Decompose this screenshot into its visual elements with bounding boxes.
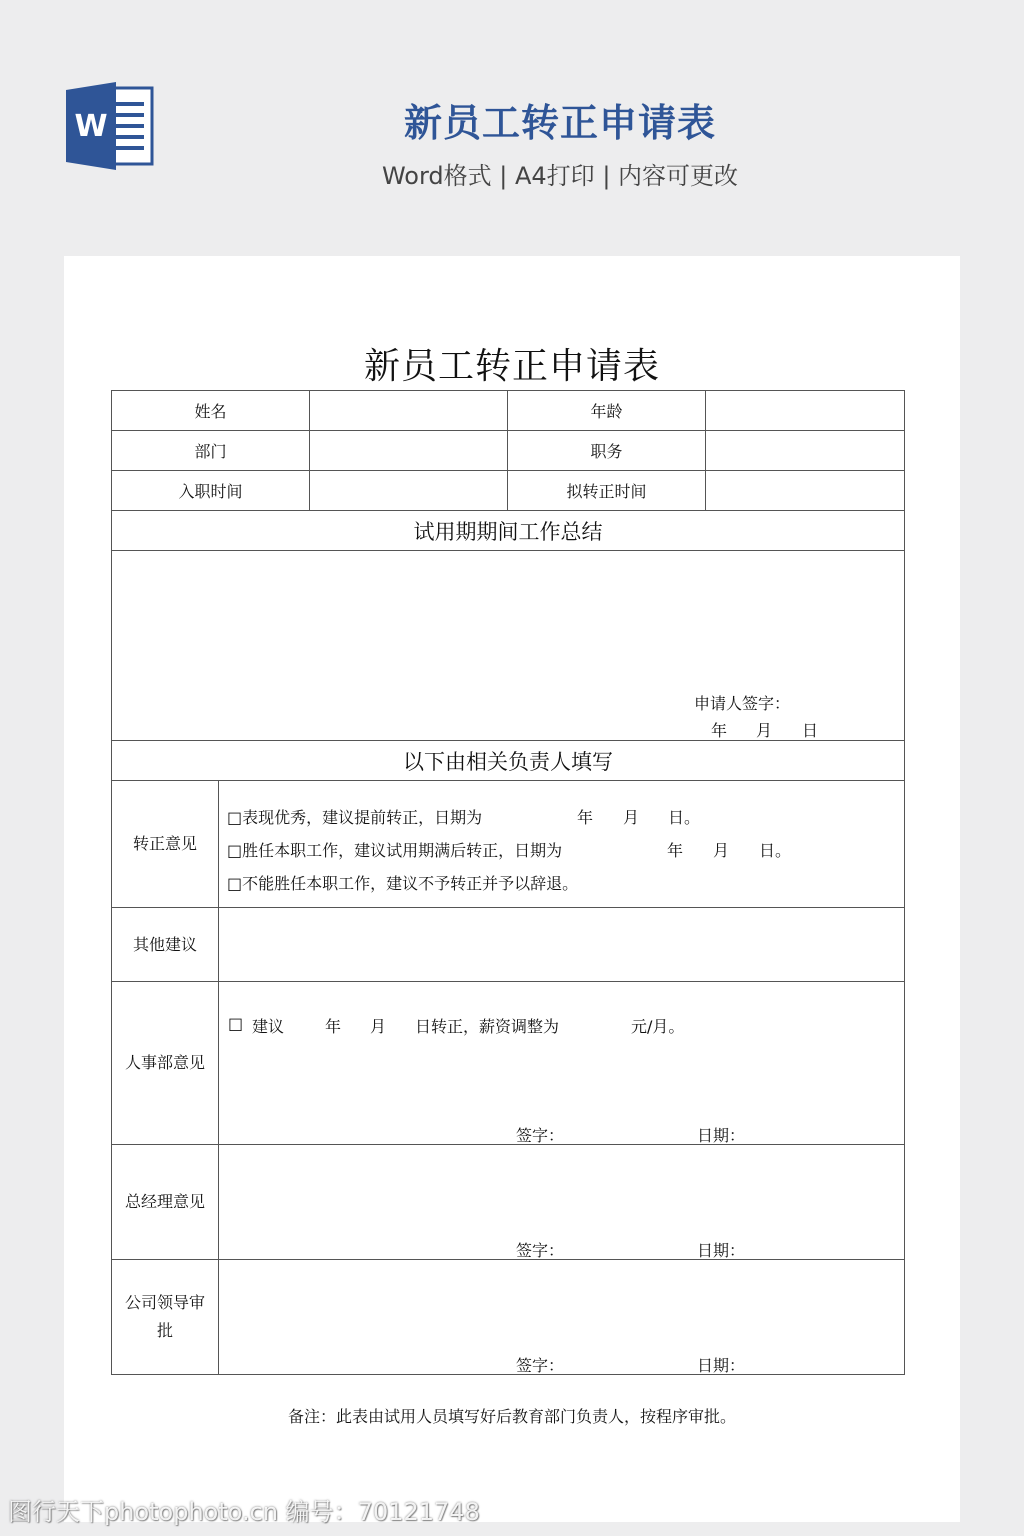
leader-label: 公司领导审批 [112, 1260, 219, 1375]
gm-sign-label: 签字： [516, 1241, 565, 1260]
hr-suggest: 建议 [252, 1017, 285, 1036]
opinion-early-month: 月 [623, 808, 640, 827]
applicant-signature-label: 申请人签字： [694, 694, 791, 713]
label-entry-date: 入职时间 [112, 471, 310, 511]
opinion-option-normal[interactable] [227, 838, 562, 861]
other-field[interactable] [219, 908, 905, 982]
info-row-department [112, 431, 905, 471]
hr-row [112, 982, 905, 1145]
opinion-label: 转正意见 [112, 781, 219, 908]
label-name: 姓名 [112, 391, 310, 431]
label-age: 年龄 [508, 391, 706, 431]
summary-date-year: 年 [711, 721, 728, 740]
hr-content[interactable] [219, 982, 905, 1145]
footnote: 备注：此表由试用人员填写好后教育部门负责人，按程序审批。 [287, 1407, 736, 1426]
gm-row [112, 1145, 905, 1260]
other-row [112, 908, 905, 982]
word-document-icon [64, 80, 156, 172]
hr-date-label: 日期： [697, 1126, 746, 1145]
opinion-option-reject-text: □不能胜任本职工作，建议不予转正并予以辞退。 [227, 874, 579, 893]
summary-date-month: 月 [756, 721, 773, 740]
summary-area[interactable] [112, 551, 905, 741]
leader-sign-label: 签字： [516, 1356, 565, 1375]
info-row-name [112, 391, 905, 431]
label-planned-date: 拟转正时间 [508, 471, 706, 511]
word-icon-letter: W [74, 109, 108, 144]
leader-date-label: 日期： [697, 1356, 746, 1375]
hr-day-text: 日转正，薪资调整为 [415, 1017, 560, 1036]
hr-month: 月 [370, 1017, 387, 1036]
opinion-normal-month: 月 [713, 841, 730, 860]
document-page [64, 256, 960, 1522]
field-planned-date[interactable] [706, 471, 905, 511]
field-department[interactable] [310, 431, 508, 471]
opinion-option-normal-text: □胜任本职工作，建议试用期满后转正，日期为 [227, 841, 563, 860]
opinion-early-year: 年 [577, 808, 594, 827]
fill-heading: 以下由相关负责人填写 [112, 741, 905, 781]
document-title: 新员工转正申请表 [363, 346, 660, 387]
opinion-option-early[interactable] [227, 805, 482, 828]
leader-row [112, 1260, 905, 1375]
opinion-normal-day: 日。 [759, 841, 792, 860]
opinion-content [219, 781, 905, 908]
other-label: 其他建议 [112, 908, 219, 982]
hr-checkbox[interactable]: □ [228, 1014, 244, 1033]
info-row-dates [112, 471, 905, 511]
gm-date-label: 日期： [697, 1241, 746, 1260]
opinion-row [112, 781, 905, 908]
banner-subtitle: Word格式 | A4打印 | 内容可更改 [381, 162, 739, 190]
hr-year: 年 [325, 1017, 342, 1036]
watermark: 图行天下photophoto.cn 编号：70121748 [8, 1498, 480, 1526]
hr-label: 人事部意见 [112, 982, 219, 1145]
gm-content[interactable] [219, 1145, 905, 1260]
summary-heading: 试用期期间工作总结 [112, 511, 905, 551]
field-position[interactable] [706, 431, 905, 471]
field-age[interactable] [706, 391, 905, 431]
opinion-early-day: 日。 [668, 808, 701, 827]
opinion-option-reject[interactable] [227, 871, 578, 894]
opinion-option-early-text: □表现优秀，建议提前转正，日期为 [227, 808, 483, 827]
summary-date-day: 日 [802, 721, 819, 740]
hr-unit: 元/月。 [631, 1017, 685, 1036]
field-entry-date[interactable] [310, 471, 508, 511]
opinion-normal-year: 年 [667, 841, 684, 860]
banner-title: 新员工转正申请表 [403, 101, 716, 145]
gm-label: 总经理意见 [112, 1145, 219, 1260]
label-department: 部门 [112, 431, 310, 471]
application-form-table [111, 390, 905, 1375]
leader-content[interactable] [219, 1260, 905, 1375]
field-name[interactable] [310, 391, 508, 431]
label-position: 职务 [508, 431, 706, 471]
hr-sign-label: 签字： [516, 1126, 565, 1145]
